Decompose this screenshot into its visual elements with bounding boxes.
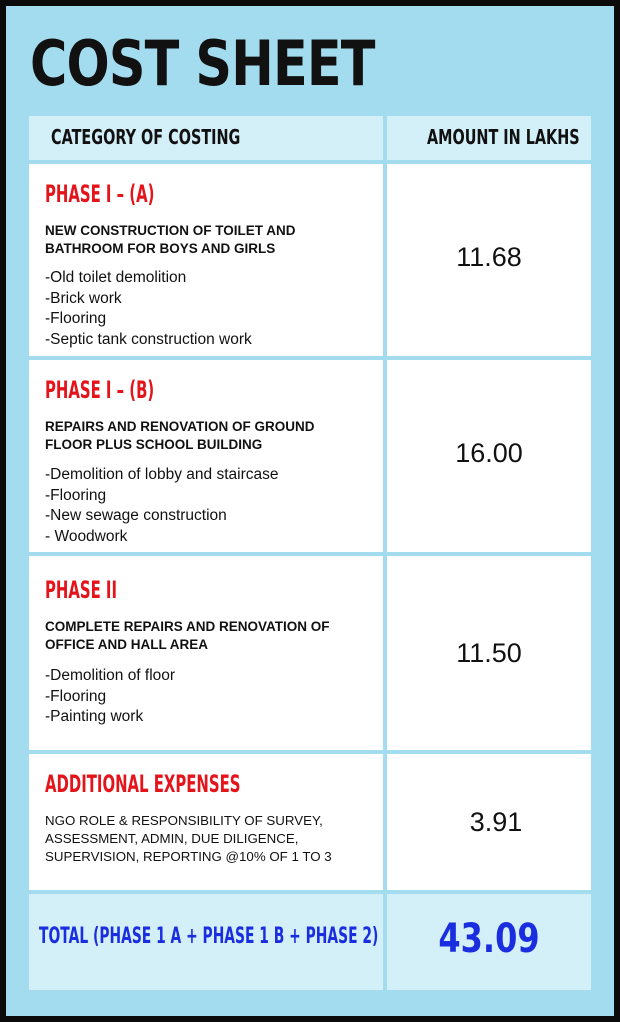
list-item: -Demolition of lobby and staircase [45,466,279,483]
phase-title: PHASE I – (A) [45,180,155,208]
table-row-additional-expenses [29,754,383,890]
phase-title: PHASE I – (B) [45,376,155,404]
phase-item-list [45,666,365,728]
phase-item-list [45,465,365,547]
table-row-phase-2 [29,556,383,750]
list-item: - Woodwork [45,527,128,545]
header-category: CATEGORY OF COSTING [51,125,241,149]
amount-cell-phase-1b [387,360,591,552]
amount-cell-additional-expenses [387,754,591,890]
phase-description: NEW CONSTRUCTION OF TOILET AND BATHROOM FOR BOYS AND GIRLS [45,223,296,256]
list-item: -Brick work [45,289,122,307]
phase-description: NGO ROLE & RESPONSIBILITY OF SURVEY, ASSESSMENT, ADMIN, DUE DILIGENCE, SUPERVISION, REPORTING @10% OF 1 TO 3 [45,813,332,864]
header-amount: AMOUNT IN LAKHS [427,125,580,149]
total-value: 43.09 [438,916,540,962]
cost-sheet-panel [6,6,614,1016]
amount-cell-phase-1a [387,164,591,356]
phase-item-list [45,268,365,350]
header-amount-cell [387,116,591,160]
list-item: -Flooring [45,687,107,705]
list-item: -Flooring [45,486,107,504]
table-row-phase-1a [29,164,383,356]
page-title: COST SHEET [30,27,375,100]
amount-cell-phase-2 [387,556,591,750]
amount-value: 3.91 [469,807,523,837]
list-item: -Demolition of floor [45,667,176,684]
phase-title: ADDITIONAL EXPENSES [45,770,241,798]
total-label: TOTAL (PHASE 1 A + PHASE 1 B + PHASE 2) [39,924,379,949]
phase-description: COMPLETE REPAIRS AND RENOVATION OF OFFICE AND HALL AREA [45,619,330,652]
phase-title: PHASE II [45,576,118,604]
total-label-cell [29,894,383,990]
amount-value: 11.50 [456,638,522,668]
amount-value: 11.68 [456,242,522,272]
table-row-phase-1b [29,360,383,552]
list-item: -Old toilet demolition [45,269,187,286]
amount-value: 16.00 [455,438,523,468]
list-item: -Flooring [45,310,107,327]
list-item: -Painting work [45,708,144,725]
header-category-cell [29,116,383,160]
list-item: -New sewage construction [45,507,227,524]
phase-description: REPAIRS AND RENOVATION OF GROUND FLOOR PLUS SCHOOL BUILDING [45,419,315,452]
list-item: -Septic tank construction work [45,330,252,348]
total-value-cell [387,894,591,990]
